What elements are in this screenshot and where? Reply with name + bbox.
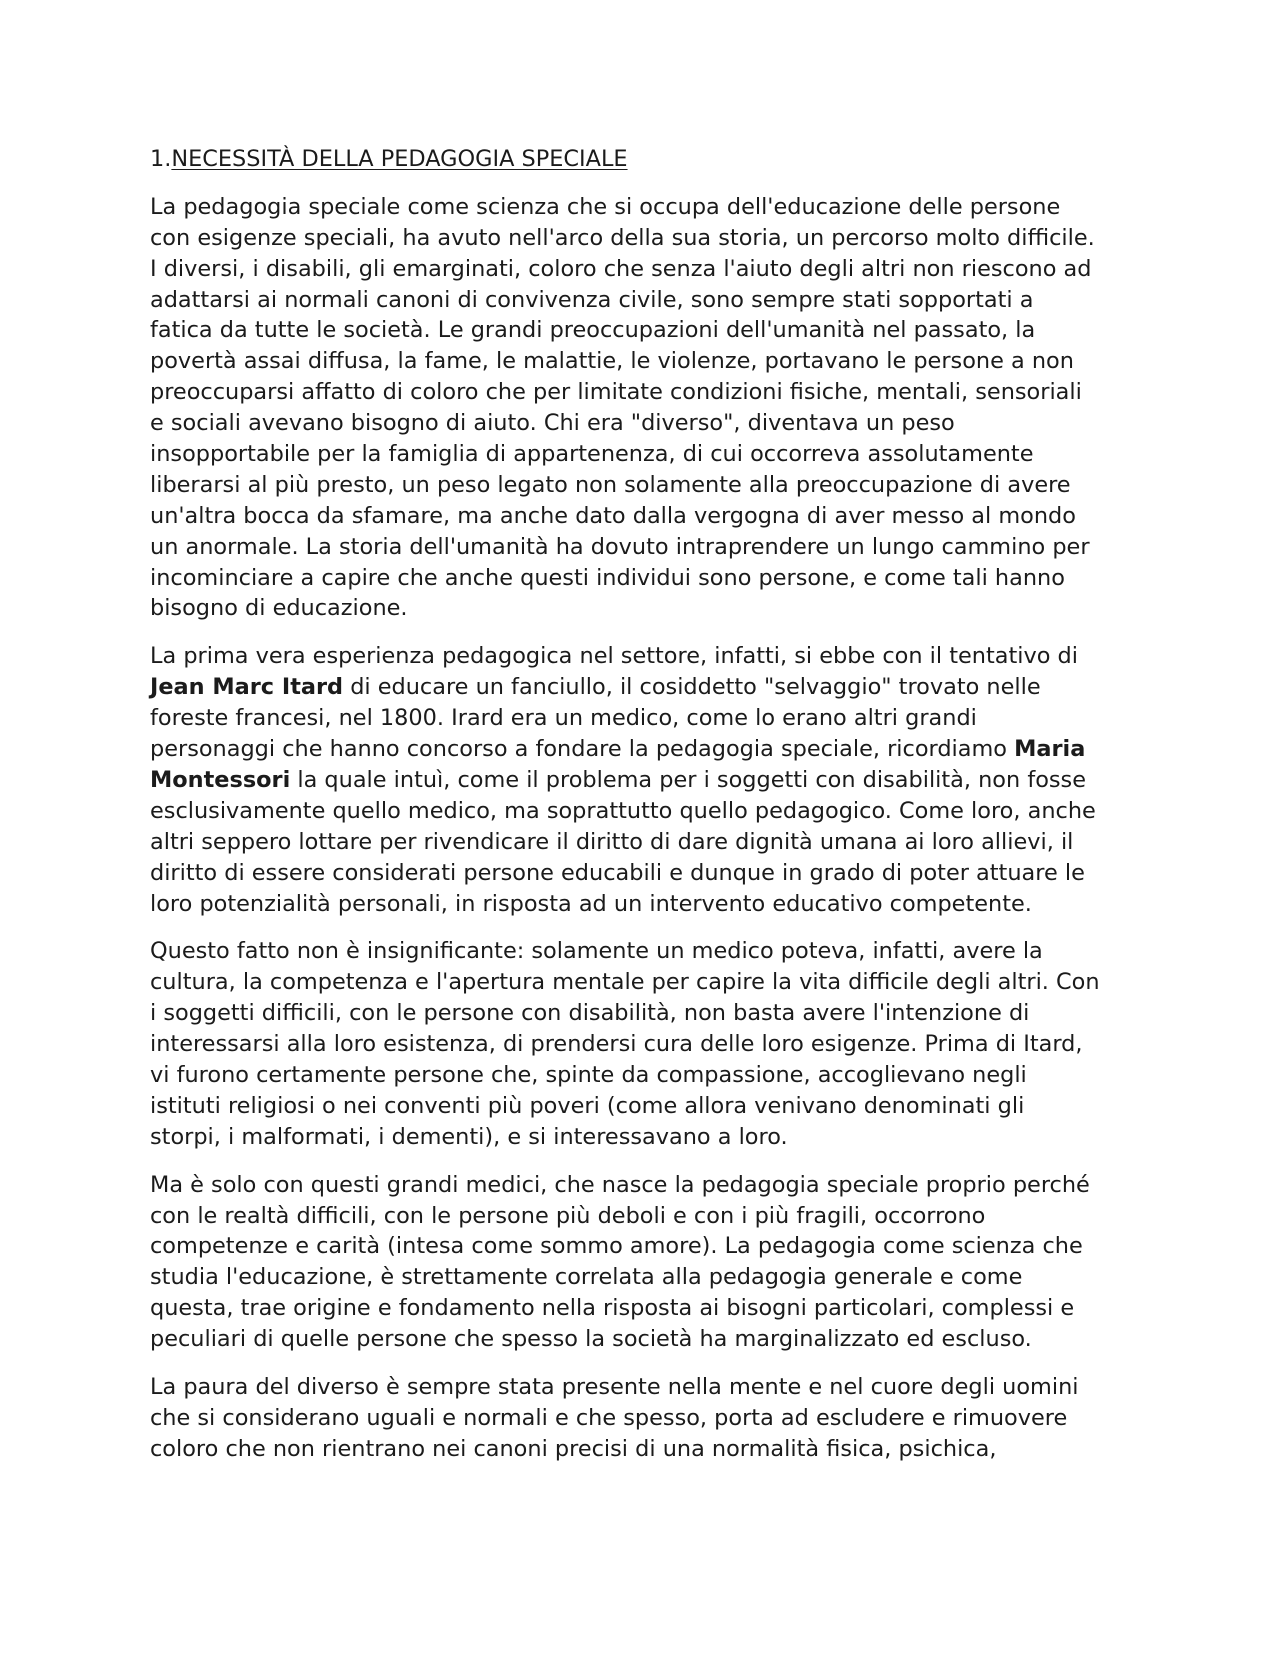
text-line: Ma è solo con questi grandi medici, che nasce la pedagogia speciale proprio perché: [150, 1171, 1090, 1198]
text-line: i soggetti difficili, con le persone con disabilità, non basta avere l'intenzione di: [150, 1000, 1030, 1027]
text-line: e sociali avevano bisogno di aiuto. Chi era "diverso", diventava un peso: [150, 410, 955, 437]
text-line: peculiari di quelle persone che spesso la società ha marginalizzato ed escluso.: [150, 1326, 1032, 1353]
bold-name: Montessori: [150, 766, 291, 793]
section-heading: [150, 144, 1130, 175]
text-line: I diversi, i disabili, gli emarginati, coloro che senza l'aiuto degli altri non riescono ad: [150, 255, 1092, 282]
bold-name: Jean Marc Itard: [150, 674, 344, 701]
text-line: cultura, la competenza e l'apertura mentale per capire la vita difficile degli altri. Con: [150, 969, 1100, 996]
text-run: la quale intuì, come il problema per i soggetti con disabilità, non fosse: [290, 766, 1087, 793]
text-line: foreste francesi, nel 1800. Irard era un medico, come lo erano altri grandi: [150, 705, 977, 732]
document-page: [150, 144, 1130, 1482]
text-line: interessarsi alla loro esistenza, di prendersi cura delle loro esigenze. Prima di Itard,: [150, 1031, 1083, 1058]
text-line: adattarsi ai normali canoni di convivenza civile, sono sempre stati sopportati a: [150, 286, 1034, 313]
text-line: bisogno di educazione.: [150, 595, 408, 622]
text-line: che si considerano uguali e normali e che spesso, porta ad escludere e rimuovere: [150, 1404, 1068, 1431]
paragraph: [150, 641, 1130, 919]
text-line: [150, 765, 1130, 796]
text-line: con le realtà difficili, con le persone più deboli e con i più fragili, occorrono: [150, 1202, 986, 1229]
text-line: competenze e carità (intesa come sommo amore). La pedagogia come scienza che: [150, 1233, 1083, 1260]
text-line: questa, trae origine e fondamento nella risposta ai bisogni particolari, complessi e: [150, 1295, 1075, 1322]
text-line: La paura del diverso è sempre stata presente nella mente e nel cuore degli uomini: [150, 1373, 1079, 1400]
text-line: La pedagogia speciale come scienza che si occupa dell'educazione delle persone: [150, 193, 1061, 220]
text-line: La prima vera esperienza pedagogica nel settore, infatti, si ebbe con il tentativo di: [150, 643, 1078, 670]
paragraph: [150, 192, 1130, 624]
text-line: un anormale. La storia dell'umanità ha dovuto intraprendere un lungo cammino per: [150, 533, 1090, 560]
text-run: di educare un fanciullo, il cosiddetto "selvaggio" trovato nelle: [343, 674, 1041, 701]
text-line: studia l'educazione, è strettamente correlata alla pedagogia generale e come: [150, 1264, 1023, 1291]
text-line: un'altra bocca da sfamare, ma anche dato dalla vergogna di aver messo al mondo: [150, 502, 1076, 529]
text-line: con esigenze speciali, ha avuto nell'arco della sua storia, un percorso molto difficile.: [150, 224, 1095, 251]
text-line: coloro che non rientrano nei canoni precisi di una normalità fisica, psichica,: [150, 1435, 997, 1462]
text-line: [150, 734, 1130, 765]
text-line: incominciare a capire che anche questi individui sono persone, e come tali hanno: [150, 564, 1065, 591]
text-line: fatica da tutte le società. Le grandi preoccupazioni dell'umanità nel passato, la: [150, 317, 1036, 344]
body-text: [150, 192, 1130, 1465]
text-line: storpi, i malformati, i dementi), e si interessavano a loro.: [150, 1123, 788, 1150]
paragraph: [150, 936, 1130, 1152]
text-run: personaggi che hanno concorso a fondare la pedagogia speciale, ricordiamo: [150, 736, 1015, 763]
paragraph: [150, 1170, 1130, 1355]
text-line: vi furono certamente persone che, spinte da compassione, accoglievano negli: [150, 1061, 1027, 1088]
text-line: Questo fatto non è insignificante: solamente un medico poteva, infatti, avere la: [150, 938, 1043, 965]
text-line: preoccuparsi affatto di coloro che per limitate condizioni fisiche, mentali, sensoriali: [150, 379, 1082, 406]
text-line: loro potenzialità personali, in risposta ad un intervento educativo competente.: [150, 890, 1032, 917]
text-line: diritto di essere considerati persone educabili e dunque in grado di poter attuare le: [150, 859, 1085, 886]
text-line: povertà assai diffusa, la fame, le malattie, le violenze, portavano le persone a non: [150, 348, 1074, 375]
heading-number: 1.: [150, 146, 172, 172]
text-line: [150, 672, 1130, 703]
text-line: liberarsi al più presto, un peso legato non solamente alla preoccupazione di avere: [150, 471, 1071, 498]
bold-name: Maria: [1014, 736, 1086, 763]
heading-title: NECESSITÀ DELLA PEDAGOGIA SPECIALE: [171, 146, 628, 172]
paragraph: [150, 1372, 1130, 1465]
text-line: altri seppero lottare per rivendicare il diritto di dare dignità umana ai loro allievi, il: [150, 828, 1074, 855]
text-line: esclusivamente quello medico, ma soprattutto quello pedagogico. Come loro, anche: [150, 797, 1096, 824]
text-line: istituti religiosi o nei conventi più poveri (come allora venivano denominati gli: [150, 1092, 1025, 1119]
text-line: insopportabile per la famiglia di appartenenza, di cui occorreva assolutamente: [150, 441, 1034, 468]
